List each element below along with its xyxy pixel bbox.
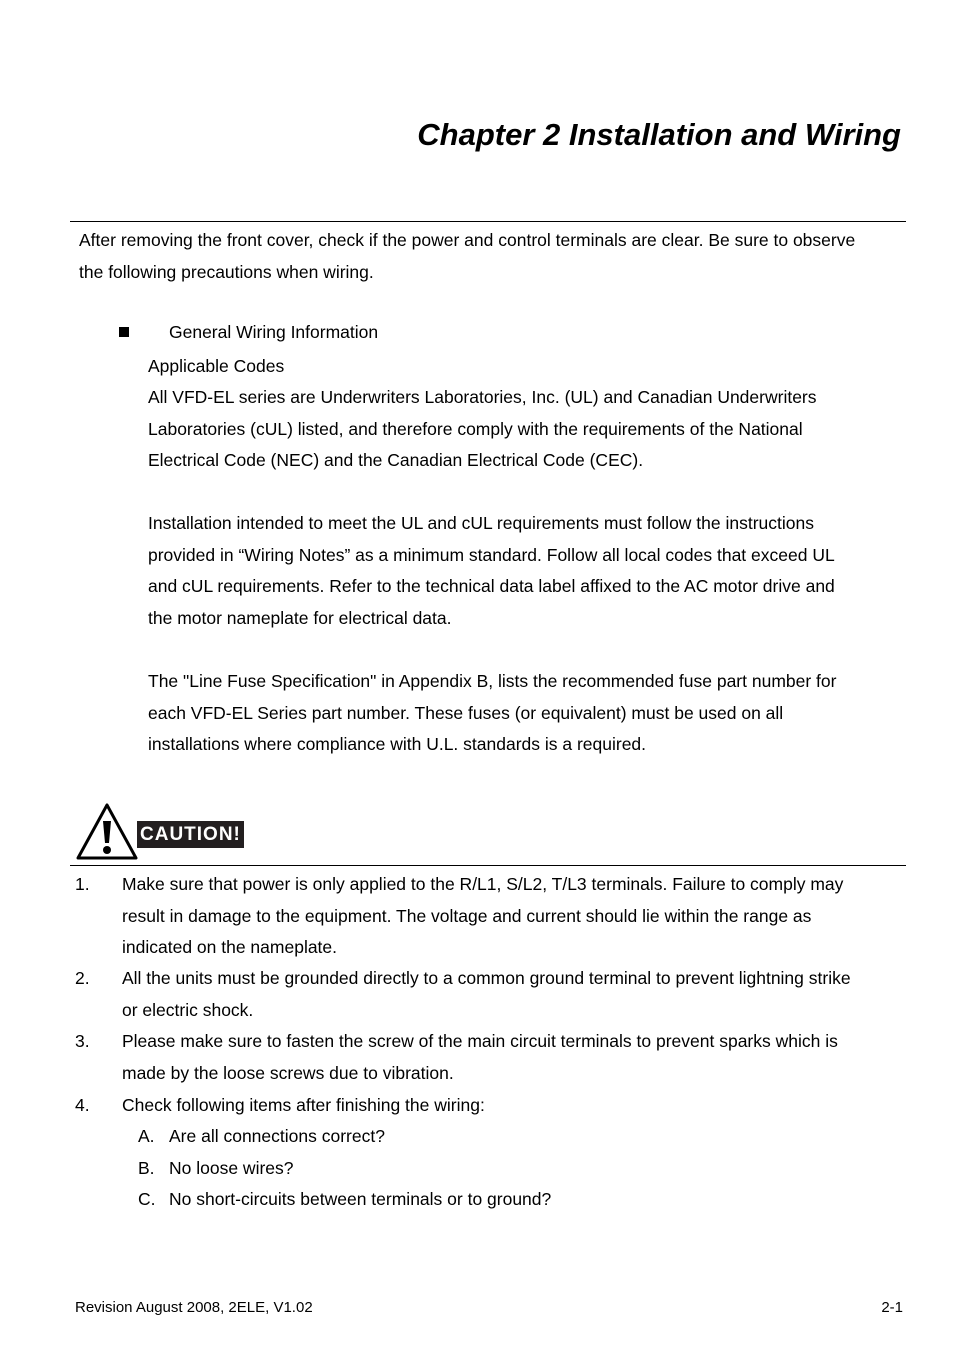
caution-item	[122, 963, 851, 1026]
general-heading-text: General Wiring Information	[169, 322, 379, 342]
subitem-letter: B.	[138, 1158, 155, 1178]
item-number: 2.	[75, 968, 90, 988]
paragraph-line-fuse	[148, 666, 836, 761]
paragraph-installation	[148, 508, 835, 634]
caution-item	[122, 1026, 838, 1089]
paragraph-line: All VFD-EL series are Underwriters Laboratories, Inc. (UL) and Canadian Underwriters	[148, 387, 817, 407]
item-line: Please make sure to fasten the screw of the main circuit terminals to prevent sparks which is	[122, 1031, 838, 1051]
footer-revision: Revision August 2008, 2ELE, V1.02	[75, 1299, 313, 1316]
subitem-text: No loose wires?	[169, 1158, 294, 1178]
paragraph-line: and cUL requirements. Refer to the technical data label affixed to the AC motor drive and	[148, 576, 835, 596]
intro-line: After removing the front cover, check if the power and control terminals are clear. Be sure to observe	[79, 230, 856, 250]
warning-triangle-icon	[76, 803, 138, 861]
paragraph-line: Electrical Code (NEC) and the Canadian Electrical Code (CEC).	[148, 450, 644, 470]
item-number: 3.	[75, 1031, 90, 1051]
paragraph-line: each VFD-EL Series part number. These fuses (or equivalent) must be used on all	[148, 702, 784, 723]
item-line: made by the loose screws due to vibration.	[122, 1062, 454, 1083]
paragraph-line: installations where compliance with U.L. standards is a required.	[148, 734, 647, 754]
caution-divider	[70, 865, 906, 866]
caution-item	[122, 869, 843, 964]
item-line: result in damage to the equipment. The voltage and current should lie within the range as	[122, 905, 812, 926]
paragraph-line: provided in “Wiring Notes” as a minimum standard. Follow all local codes that exceed UL	[148, 544, 835, 565]
footer-page-number: 2-1	[881, 1299, 903, 1316]
subitem-text: No short-circuits between terminals or to ground?	[169, 1189, 552, 1209]
subitem-text: Are all connections correct?	[169, 1126, 385, 1146]
applicable-codes-heading: Applicable Codes	[148, 356, 285, 376]
item-line: Make sure that power is only applied to the R/L1, S/L2, T/L3 terminals. Failure to comply may	[122, 874, 844, 894]
square-bullet-icon	[119, 327, 129, 337]
chapter-title: Chapter 2 Installation and Wiring	[417, 117, 901, 152]
subitem-letter: A.	[138, 1126, 155, 1146]
paragraph-ul-listing	[148, 382, 817, 477]
top-divider	[70, 221, 906, 222]
caution-item	[122, 1090, 485, 1122]
caution-label: CAUTION!	[137, 821, 244, 848]
item-line: Check following items after finishing the wiring:	[122, 1095, 485, 1115]
paragraph-line: The "Line Fuse Specification" in Appendix B, lists the recommended fuse part number for	[148, 671, 837, 691]
paragraph-line: the motor nameplate for electrical data.	[148, 607, 452, 628]
item-number: 4.	[75, 1095, 90, 1115]
item-number: 1.	[75, 874, 90, 894]
paragraph-line: Installation intended to meet the UL and cUL requirements must follow the instructions	[148, 513, 814, 533]
intro-paragraph	[79, 225, 855, 288]
item-line: All the units must be grounded directly to a common ground terminal to prevent lightning strike	[122, 968, 851, 988]
item-line: indicated on the nameplate.	[122, 937, 338, 957]
caution-header	[76, 803, 256, 861]
paragraph-line: Laboratories (cUL) listed, and therefore comply with the requirements of the National	[148, 418, 803, 439]
intro-line: the following precautions when wiring.	[79, 261, 374, 282]
subitem-letter: C.	[138, 1189, 156, 1209]
item-line: or electric shock.	[122, 999, 254, 1020]
